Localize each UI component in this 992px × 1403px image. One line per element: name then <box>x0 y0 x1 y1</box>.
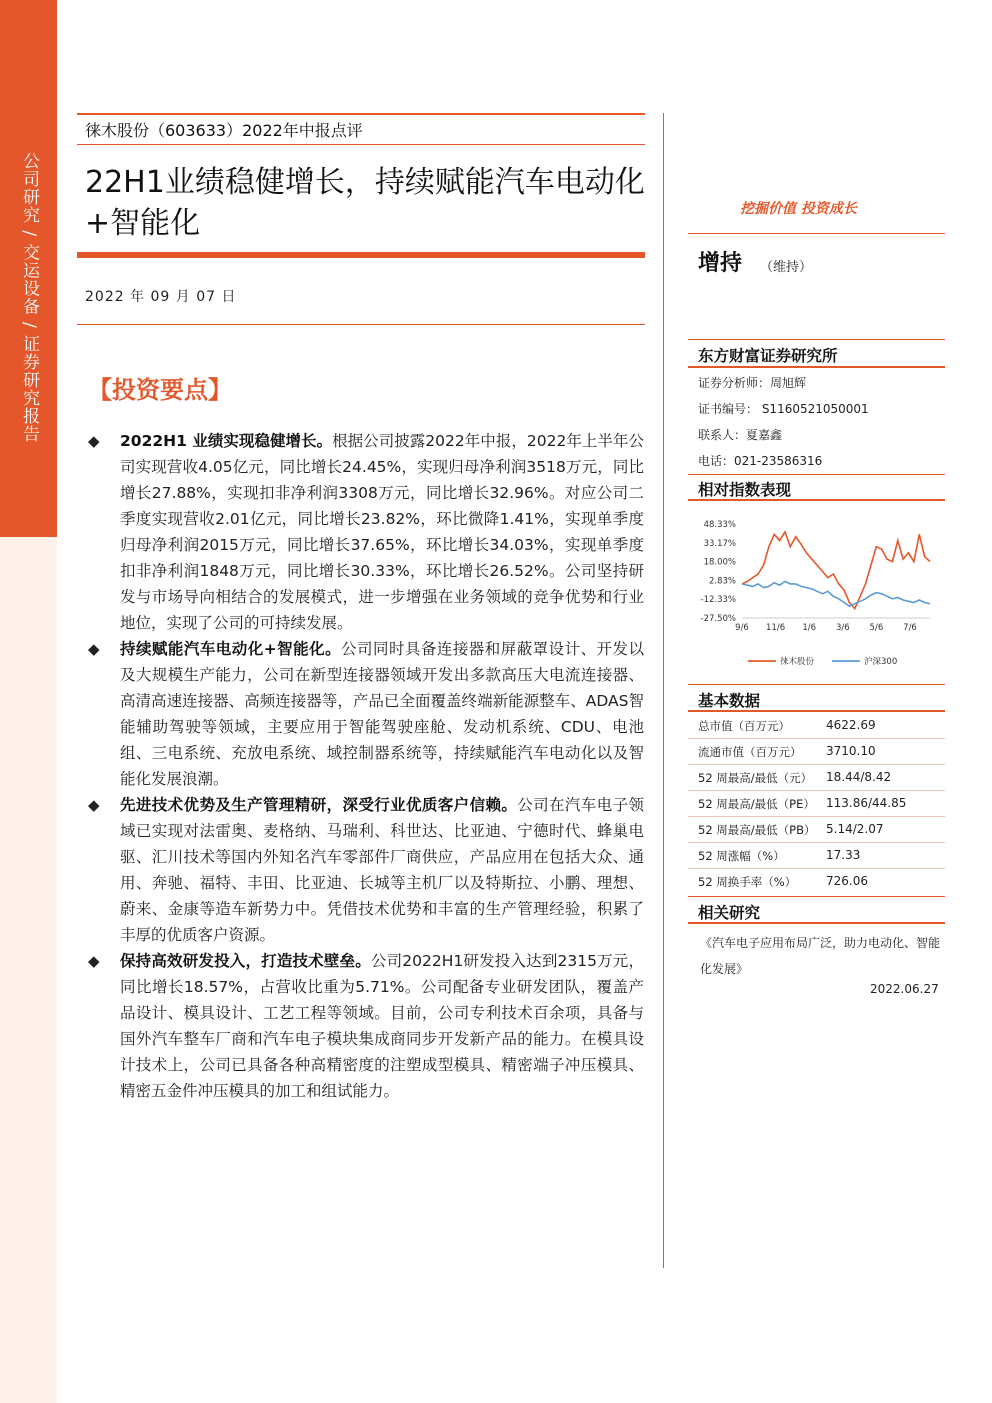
diamond-icon: ◆ <box>88 952 100 970</box>
basic-label: 流通市值（百万元） <box>698 745 802 759</box>
basic-value: 5.14/2.07 <box>826 822 884 836</box>
headline-rule <box>77 252 645 258</box>
analyst: 证券分析师：周旭辉 <box>698 376 807 390</box>
certificate-number: 证书编号： S1160521050001 <box>698 402 869 416</box>
report-date: 2022 年 09 月 07 日 <box>85 289 237 305</box>
rating: 增持 <box>698 251 743 276</box>
relative-performance-chart <box>698 514 943 674</box>
bullet-lead: 先进技术优势及生产管理精研，深受行业优质客户信赖。 <box>120 796 518 814</box>
related-research-title: 相关研究 <box>698 904 761 922</box>
divider <box>688 684 945 685</box>
basic-label: 总市值（百万元） <box>698 719 790 733</box>
row-divider <box>688 764 945 765</box>
basic-value: 726.06 <box>826 874 868 888</box>
divider <box>688 474 945 475</box>
chart-section-rule <box>688 499 945 501</box>
related-report-link[interactable]: 《汽车电子应用布局广泛，助力电动化、智能化发展》 <box>700 936 941 976</box>
column-divider <box>663 113 664 1268</box>
row-divider <box>688 790 945 791</box>
x-tick-label: 11/6 <box>766 623 786 633</box>
bullet-lead: 2022H1 业绩实现稳健增长。 <box>120 432 333 450</box>
bullet-text: 公司在汽车电子领域已实现对法雷奥、麦格纳、马瑞利、科世达、比亚迪、宁德时代、蜂巢电驱、汇川技术等国内外知名汽车零部件厂商供应，产品应用在包括大众、通用、奔驰、福特、丰田、比亚迪、长城等主机厂以及特斯拉、小鹏、理想、蔚来、金康等造车新势力中。凭借技术优势和丰富的生产管理经验，积累了丰厚的优质客户资源。 <box>120 796 644 944</box>
basic-value: 17.33 <box>826 848 861 862</box>
y-tick-label: 18.00% <box>703 557 736 568</box>
legend-label: 徕木股份 <box>780 657 815 667</box>
x-tick-label: 5/6 <box>869 623 884 633</box>
x-tick-label: 1/6 <box>802 623 817 633</box>
bullet-text: 根据公司披露2022年中报，2022年上半年公司实现营收4.05亿元，同比增长24.45%，实现归母净利润3518万元，同比增长27.88%，实现扣非净利润3308万元，同比增长32.96%。对应公司二季度实现营收2.01亿元，同比增长23.82%，环比微降1.41%，实现单季度归母净利润2015万元，同比增长37.65%，环比增长34.03%，实现单季度扣非净利润1848万元，同比增长30.33%，环比增长26.52%。公司坚持研发与市场导向相结合的发展模式，进一步增强在业务领域的竞争优势和行业地位，实现了公司的可持续发展。 <box>120 432 644 632</box>
basic-data-rule <box>688 710 945 712</box>
x-tick-label: 9/6 <box>735 623 749 633</box>
diamond-icon: ◆ <box>88 640 100 658</box>
sidebar <box>0 0 57 1403</box>
bullet-item <box>88 792 644 948</box>
basic-value: 3710.10 <box>826 744 876 758</box>
bullet-item <box>88 428 644 636</box>
slogan: 挖掘价值 投资成长 <box>740 201 857 217</box>
y-tick-label: 2.83% <box>708 576 736 587</box>
report-headline: 22H1业绩稳健增长，持续赋能汽车电动化+智能化 <box>85 165 645 241</box>
basic-label: 52 周最高/最低（PB） <box>698 823 816 837</box>
institute-name: 东方财富证券研究所 <box>698 347 838 365</box>
basic-data-title: 基本数据 <box>698 692 761 710</box>
phone: 电话：021-23586316 <box>698 454 823 468</box>
bullet-lead: 持续赋能汽车电动化+智能化。 <box>120 640 342 658</box>
diamond-icon: ◆ <box>88 796 100 814</box>
institute-rule <box>688 366 945 368</box>
section-title: 【投资要点】 <box>88 375 232 404</box>
divider <box>688 233 945 234</box>
divider <box>688 896 945 897</box>
x-tick-label: 7/6 <box>903 623 917 633</box>
bullet-item <box>88 948 644 1104</box>
row-divider <box>688 816 945 817</box>
sidebar-tint <box>0 537 57 1403</box>
basic-label: 52 周最高/最低（PE） <box>698 797 815 811</box>
contact: 联系人：夏嘉鑫 <box>698 428 783 442</box>
y-tick-label: -27.50% <box>700 614 736 624</box>
basic-value: 4622.69 <box>826 718 876 732</box>
y-tick-label: 33.17% <box>703 538 736 549</box>
subtitle-rule <box>77 144 645 145</box>
row-divider <box>688 842 945 843</box>
row-divider <box>688 868 945 869</box>
rating-note: （维持） <box>760 260 813 275</box>
y-tick-label: 48.33% <box>703 520 736 530</box>
chart-section-title: 相对指数表现 <box>698 481 792 499</box>
y-tick-label: -12.33% <box>700 595 736 606</box>
divider <box>688 339 945 340</box>
sidebar-label: 公司研究 / 交运设备 / 证券研究报告 <box>19 152 39 444</box>
report-subtitle: 徕木股份（603633）2022年中报点评 <box>85 121 363 140</box>
bullet-text: 公司2022H1研发投入达到2315万元，同比增长18.57%，占营收比重为5.71%。公司配备专业研发团队，覆盖产品设计、模具设计、工艺工程等领域。目前，公司专利技术百余项，具备与国外汽车整车厂商和汽车电子模块集成商同步开发新产品的能力。在模具设计技术上，公司已具备各种高精密度的注塑成型模具、精密端子冲压模具、精密五金件冲压模具的加工和组试能力。 <box>120 952 644 1100</box>
basic-label: 52 周换手率（%） <box>698 875 797 889</box>
basic-value: 113.86/44.85 <box>826 796 907 810</box>
related-research-rule <box>688 922 945 924</box>
basic-label: 52 周最高/最低（元） <box>698 771 813 785</box>
header-rule <box>77 113 645 115</box>
legend-label: 沪深300 <box>864 657 898 667</box>
basic-label: 52 周涨幅（%） <box>698 849 785 863</box>
bullet-item <box>88 636 644 792</box>
bullet-lead: 保持高效研发投入，打造技术壁垒。 <box>120 952 371 970</box>
diamond-icon: ◆ <box>88 432 100 450</box>
row-divider <box>688 738 945 739</box>
investment-points <box>88 428 644 1104</box>
bullet-text: 公司同时具备连接器和屏蔽罩设计、开发以及大规模生产能力，公司在新型连接器领域开发出多款高压大电流连接器、高清高速连接器、高频连接器等，产品已全面覆盖终端新能源整车、ADAS智能辅助驾驶等领域，主要应用于智能驾驶座舱、发动机系统、CDU、电池组、三电系统、充放电系统、域控制器系统等，持续赋能汽车电动化以及智能化发展浪潮。 <box>120 640 644 788</box>
related-report-date: 2022.06.27 <box>870 982 939 996</box>
date-rule <box>77 324 645 325</box>
x-tick-label: 3/6 <box>835 623 850 633</box>
chart-svg <box>698 514 943 674</box>
series-line <box>742 581 930 606</box>
basic-value: 18.44/8.42 <box>826 770 892 784</box>
